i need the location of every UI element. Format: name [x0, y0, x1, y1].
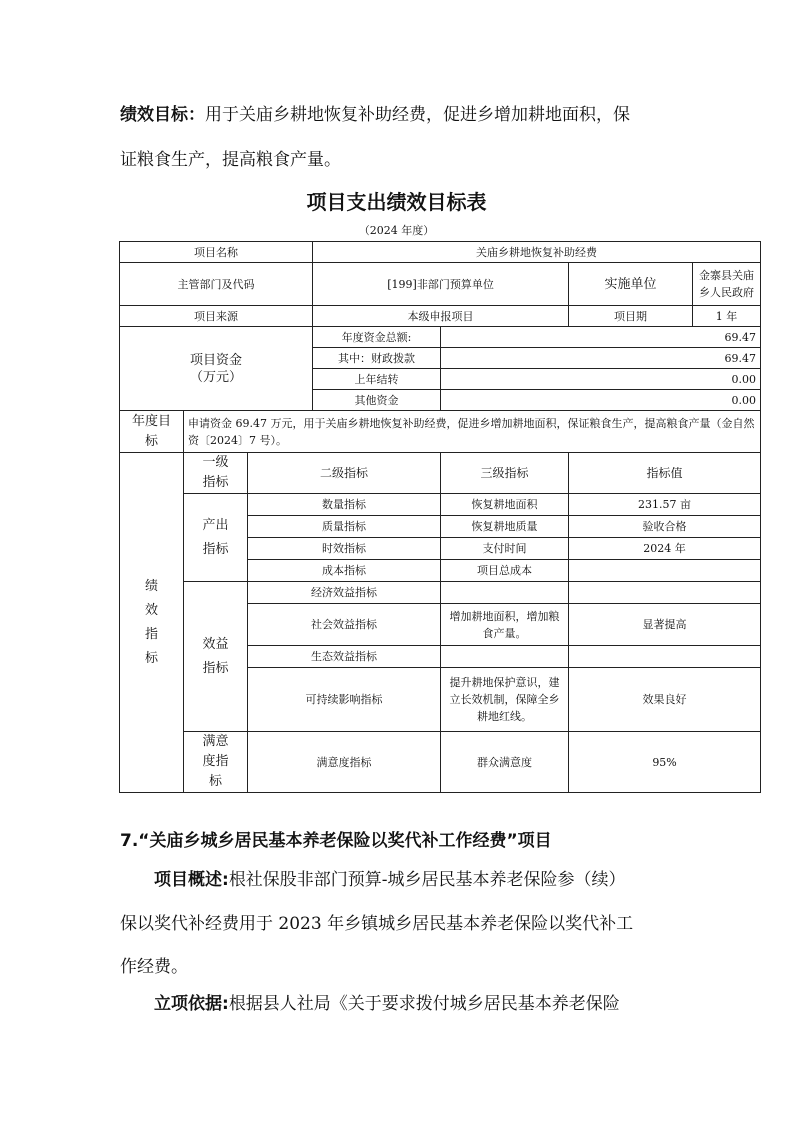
cell-output-l3: 恢复耕地面积 — [441, 494, 569, 516]
overview-line2-paragraph — [120, 912, 680, 936]
cell-impl-label: 实施单位 — [569, 263, 693, 305]
cell-funds-fiscal-label: 其中：财政拨款 — [313, 348, 441, 369]
cell-output-l2: 质量指标 — [248, 516, 441, 538]
cell-annual-goal-label: 年度目标 — [120, 411, 184, 453]
cell-funds-total-label: 年度资金总额: — [313, 327, 441, 348]
cell-output-l3: 恢复耕地质量 — [441, 516, 569, 538]
cell-col-level2: 二级指标 — [248, 453, 441, 494]
cell-output-l2: 数量指标 — [248, 494, 441, 516]
cell-benefit-value: 显著提高 — [569, 604, 761, 646]
basis-label: 立项依据: — [154, 994, 229, 1014]
funds-unit: （万元） — [190, 369, 243, 385]
cell-satisfaction-l2: 满意度指标 — [248, 732, 441, 793]
goal-label: 绩效目标： — [120, 105, 205, 125]
goal-text-line1: 用于关庙乡耕地恢复补助经费，促进乡增加耕地面积，保 — [205, 105, 630, 125]
table-row — [120, 582, 761, 604]
overview-line1: 根社保股非部门预算-城乡居民基本养老保险参（续） — [228, 870, 626, 890]
goal-paragraph — [120, 103, 680, 127]
table-title: 项目支出绩效目标表 — [306, 190, 487, 214]
funds-label: 项目资金 — [190, 352, 243, 368]
cell-output-value: 验收合格 — [569, 516, 761, 538]
row-funds-total — [120, 327, 761, 348]
cell-benefit-value — [569, 582, 761, 604]
overview-line3-paragraph — [120, 955, 680, 979]
year-note: （2024 年度） — [358, 224, 435, 237]
cell-indicators-label: 绩效指标 — [120, 453, 184, 793]
row-indicator-header — [120, 453, 761, 494]
cell-annual-goal: 申请资金 69.47 万元，用于关庙乡耕地恢复补助经费，促进乡增加耕地面积，保证粮食生产，提高粮食产量（金自然资〔2024〕7 号）。 — [184, 411, 761, 453]
table-row — [120, 732, 761, 793]
overview-line2: 保以奖代补经费用于 2023 年乡镇城乡居民基本养老保险以奖代补工 — [120, 914, 634, 934]
cell-benefit-l3 — [441, 582, 569, 604]
cell-project-name: 关庙乡耕地恢复补助经费 — [313, 242, 761, 263]
cell-col-level3: 三级指标 — [441, 453, 569, 494]
cell-col-level1: 一级指标 — [184, 453, 248, 494]
cell-impl-split — [569, 263, 761, 306]
row-project-name — [120, 242, 761, 263]
cell-dept-value: [199]非部门预算单位 — [313, 263, 569, 306]
cell-output-value: 2024 年 — [569, 538, 761, 560]
overview-paragraph — [120, 868, 680, 892]
cell-impl-value: 金寨县关庙乡人民政府 — [699, 269, 755, 299]
cell-benefit-l2: 生态效益指标 — [248, 646, 441, 668]
overview-line3: 作经费。 — [120, 957, 188, 977]
cell-dept-label: 主管部门及代码 — [120, 263, 313, 306]
cell-benefit-l3: 提升耕地保护意识，建立长效机制，保障全乡耕地红线。 — [441, 668, 569, 732]
cell-benefit-l2: 经济效益指标 — [248, 582, 441, 604]
goal-text-line2: 证粮食生产，提高粮食产量。 — [120, 150, 341, 170]
cell-funds-carry-label: 上年结转 — [313, 369, 441, 390]
section-heading: 7.“关庙乡城乡居民基本养老保险以奖代补工作经费”项目 — [120, 831, 552, 851]
cell-satisfaction-l3: 群众满意度 — [441, 732, 569, 793]
cell-output-l3: 支付时间 — [441, 538, 569, 560]
cell-output-label: 产出指标 — [184, 494, 248, 582]
performance-table — [119, 241, 761, 793]
cell-source-label: 项目来源 — [120, 306, 313, 327]
cell-output-value — [569, 560, 761, 582]
basis-text: 根据县人社局《关于要求拨付城乡居民基本养老保险 — [228, 994, 620, 1014]
cell-funds-fiscal: 69.47 — [441, 348, 761, 369]
cell-benefit-l2: 可持续影响指标 — [248, 668, 441, 732]
cell-output-l2: 时效指标 — [248, 538, 441, 560]
cell-satisfaction-label: 满意度指标 — [184, 732, 248, 793]
cell-funds-other-label: 其他资金 — [313, 390, 441, 411]
cell-period-value: 1 年 — [715, 309, 738, 323]
table-row — [120, 494, 761, 516]
cell-col-value: 指标值 — [569, 453, 761, 494]
cell-output-value: 231.57 亩 — [569, 494, 761, 516]
cell-benefit-l3: 增加耕地面积，增加粮食产量。 — [441, 604, 569, 646]
cell-benefit-value: 效果良好 — [569, 668, 761, 732]
cell-benefit-label: 效益指标 — [184, 582, 248, 732]
cell-project-name-label: 项目名称 — [120, 242, 313, 263]
cell-funds-other: 0.00 — [441, 390, 761, 411]
cell-period-label: 项目期 — [569, 306, 693, 326]
cell-funds-total: 69.47 — [441, 327, 761, 348]
cell-source-value: 本级申报项目 — [313, 306, 569, 327]
row-source — [120, 306, 761, 327]
cell-benefit-l2: 社会效益指标 — [248, 604, 441, 646]
row-annual-goal — [120, 411, 761, 453]
cell-benefit-value — [569, 646, 761, 668]
row-department — [120, 263, 761, 306]
cell-period-split — [569, 306, 761, 327]
basis-paragraph — [120, 992, 680, 1016]
overview-label: 项目概述: — [154, 870, 229, 890]
cell-funds-carry: 0.00 — [441, 369, 761, 390]
cell-output-l2: 成本指标 — [248, 560, 441, 582]
goal-paragraph-line2 — [120, 148, 680, 172]
cell-benefit-l3 — [441, 646, 569, 668]
cell-satisfaction-value: 95% — [569, 732, 761, 793]
cell-funds-label — [120, 327, 313, 411]
cell-output-l3: 项目总成本 — [441, 560, 569, 582]
